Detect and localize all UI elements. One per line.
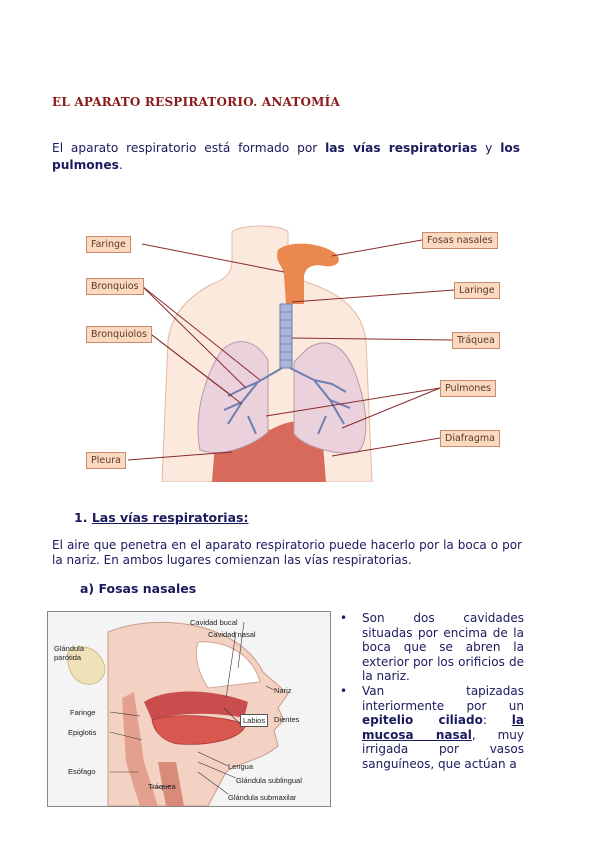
label-bronquiolos: Bronquiolos	[86, 326, 152, 343]
bullet-2-part3: , muy irrigada por vasos sanguíneos, que actúan a	[362, 727, 524, 771]
intro-bold-pulmones: los pulmones	[52, 141, 520, 172]
label-traquea-2: Tráquea	[148, 782, 176, 791]
section-1-heading	[74, 510, 248, 525]
label-labios: Labios	[240, 714, 268, 727]
label-nariz: Nariz	[274, 686, 292, 695]
label-cavidad-bucal: Cavidad bucal	[190, 618, 238, 627]
bullet-text-2	[362, 684, 524, 772]
section-1-link[interactable]: Las vías respiratorias:	[91, 510, 249, 525]
bullet-dot: •	[340, 611, 348, 625]
intro-paragraph	[52, 140, 520, 174]
intro-bold-vias: las vías respiratorias	[325, 141, 478, 155]
label-lengua: Lengua	[228, 762, 254, 771]
bullet-dot: •	[340, 683, 348, 698]
label-pulmones: Pulmones	[440, 380, 496, 397]
label-faringe-2: Faringe	[70, 708, 96, 717]
label-glandula-submaxilar: Glándula submaxilar	[228, 793, 297, 802]
label-esofago: Esófago	[68, 767, 96, 776]
intro-text-end: .	[118, 158, 123, 172]
label-epiglotis: Epiglotis	[68, 728, 97, 737]
fosas-nasales-bullets	[340, 611, 524, 772]
label-bronquios: Bronquios	[86, 278, 144, 295]
bullet-2-colon: :	[482, 713, 512, 728]
subsection-a-heading: a) Fosas nasales	[80, 581, 197, 596]
label-traquea: Tráquea	[452, 332, 500, 349]
bullet-text-1: Son dos cavidades situadas por encima de la boca que se abren la exterior por los orificios de la nariz.	[362, 611, 524, 684]
label-cavidad-nasal: Cavidad nasal	[208, 630, 256, 639]
list-item	[340, 611, 524, 684]
label-fosas-nasales: Fosas nasales	[422, 232, 498, 249]
paragraph-vias: El aire que penetra en el aparato respiratorio puede hacerlo por la boca o por la nariz. En ambos lugares comienzan las vías respiratorias.	[52, 538, 522, 567]
bullet-2-epitelio: epitelio ciliado	[362, 713, 483, 728]
section-1-number: 1.	[74, 510, 88, 525]
intro-text-y: y	[477, 141, 501, 155]
list-item	[340, 684, 524, 772]
bullet-2-mucosa-link[interactable]: la mucosa nasal	[362, 713, 525, 742]
respiratory-system-figure	[82, 220, 512, 482]
intro-text: El aparato respiratorio está formado por	[52, 141, 326, 155]
label-laringe: Laringe	[454, 282, 500, 299]
label-glandula-sublingual: Glándula sublingual	[236, 776, 302, 785]
bullet-2-part1: Van tapizadas interiormente por un	[362, 683, 524, 713]
label-diafragma: Diafragma	[440, 430, 500, 447]
label-glandula-parotida: Glándula parótida	[54, 644, 85, 662]
page-title: EL APARATO RESPIRATORIO. ANATOMÍA	[52, 95, 340, 109]
nasal-cavity-figure	[47, 611, 331, 807]
label-faringe: Faringe	[86, 236, 131, 253]
label-dientes: Dientes	[274, 715, 300, 724]
label-pleura: Pleura	[86, 452, 126, 469]
